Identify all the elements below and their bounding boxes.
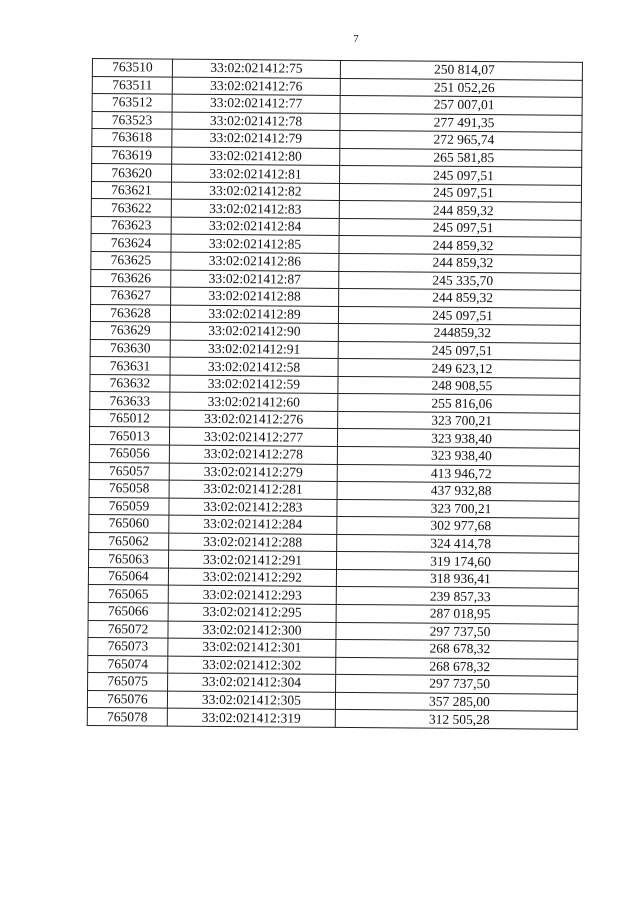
record-number-cell: 763512 — [92, 94, 172, 112]
record-number-cell: 765078 — [87, 708, 167, 726]
record-number-cell: 765076 — [87, 690, 167, 708]
cadastral-number-cell: 33:02:021412:82 — [171, 182, 339, 201]
cadastral-number-cell: 33:02:021412:84 — [171, 217, 339, 236]
record-number-cell: 763628 — [90, 304, 170, 322]
value-cell: 245 335,70 — [339, 271, 581, 290]
cadastral-number-cell: 33:02:021412:292 — [168, 568, 336, 587]
cadastral-number-cell: 33:02:021412:58 — [170, 357, 338, 376]
value-cell: 244 859,32 — [339, 253, 581, 272]
record-number-cell: 763633 — [90, 392, 170, 410]
value-cell: 255 816,06 — [338, 394, 580, 413]
record-number-cell: 763626 — [91, 269, 171, 287]
record-number-cell: 763619 — [92, 146, 172, 164]
value-cell: 437 932,88 — [337, 482, 579, 501]
cadastral-number-cell: 33:02:021412:288 — [169, 533, 337, 552]
record-number-cell: 763523 — [92, 111, 172, 129]
cadastral-number-cell: 33:02:021412:86 — [171, 252, 339, 271]
record-number-cell: 765063 — [88, 550, 168, 568]
table-container — [87, 58, 582, 730]
cadastral-number-cell: 33:02:021412:79 — [172, 129, 340, 148]
value-cell: 287 018,95 — [336, 604, 578, 623]
value-cell: 323 938,40 — [337, 429, 579, 448]
record-number-cell: 765073 — [88, 638, 168, 656]
cadastral-number-cell: 33:02:021412:81 — [172, 164, 340, 183]
record-number-cell: 763621 — [91, 181, 171, 199]
record-number-cell: 763618 — [92, 129, 172, 147]
record-number-cell: 763625 — [91, 252, 171, 270]
table-body — [87, 59, 582, 730]
value-cell: 244 859,32 — [339, 201, 581, 220]
cadastral-number-cell: 33:02:021412:277 — [169, 428, 337, 447]
cadastral-number-cell: 33:02:021412:305 — [167, 691, 335, 710]
value-cell: 257 007,01 — [340, 96, 582, 115]
value-cell: 323 700,21 — [337, 499, 579, 518]
cadastral-number-cell: 33:02:021412:281 — [169, 480, 337, 499]
record-number-cell: 763631 — [90, 357, 170, 375]
record-number-cell: 765066 — [88, 602, 168, 620]
cadastral-number-cell: 33:02:021412:291 — [168, 550, 336, 569]
cadastral-number-cell: 33:02:021412:75 — [172, 59, 340, 78]
value-cell: 312 505,28 — [335, 710, 577, 729]
value-cell: 323 700,21 — [338, 411, 580, 430]
value-cell: 319 174,60 — [336, 552, 578, 571]
cadastral-number-cell: 33:02:021412:304 — [168, 673, 336, 692]
value-cell: 245 097,51 — [338, 341, 580, 360]
record-number-cell: 763622 — [91, 199, 171, 217]
value-cell: 357 285,00 — [335, 692, 577, 711]
cadastral-number-cell: 33:02:021412:60 — [170, 393, 338, 412]
cadastral-number-cell: 33:02:021412:293 — [168, 586, 336, 605]
value-cell: 324 414,78 — [337, 534, 579, 553]
cadastral-number-cell: 33:02:021412:279 — [169, 463, 337, 482]
page-number: 7 — [353, 33, 359, 45]
record-number-cell: 765057 — [89, 462, 169, 480]
cadastral-number-cell: 33:02:021412:91 — [170, 340, 338, 359]
cadastral-number-cell: 33:02:021412:88 — [171, 287, 339, 306]
value-cell: 244 859,32 — [339, 289, 581, 308]
cadastral-number-cell: 33:02:021412:283 — [169, 498, 337, 517]
cadastral-number-cell: 33:02:021412:90 — [170, 322, 338, 341]
cadastral-number-cell: 33:02:021412:85 — [171, 235, 339, 254]
record-number-cell: 763620 — [92, 164, 172, 182]
record-number-cell: 763511 — [92, 76, 172, 94]
value-cell: 265 581,85 — [340, 148, 582, 167]
cadastral-number-cell: 33:02:021412:278 — [169, 445, 337, 464]
cadastral-number-cell: 33:02:021412:76 — [172, 77, 340, 96]
cadastral-number-cell: 33:02:021412:295 — [168, 603, 336, 622]
record-number-cell: 765060 — [89, 515, 169, 533]
value-cell: 244 859,32 — [339, 236, 581, 255]
record-number-cell: 765064 — [88, 567, 168, 585]
value-cell: 245 097,51 — [340, 166, 582, 185]
cadastral-value-table — [87, 58, 583, 730]
cadastral-number-cell: 33:02:021412:319 — [167, 708, 335, 727]
record-number-cell: 763630 — [90, 339, 170, 357]
cadastral-number-cell: 33:02:021412:83 — [171, 200, 339, 219]
value-cell: 245 097,51 — [339, 218, 581, 237]
cadastral-number-cell: 33:02:021412:89 — [170, 305, 338, 324]
record-number-cell: 765075 — [88, 673, 168, 691]
value-cell: 249 623,12 — [338, 359, 580, 378]
cadastral-number-cell: 33:02:021412:301 — [168, 638, 336, 657]
value-cell: 248 908,55 — [338, 376, 580, 395]
record-number-cell: 763510 — [92, 59, 172, 77]
record-number-cell: 765056 — [89, 445, 169, 463]
record-number-cell: 763629 — [90, 322, 170, 340]
cadastral-number-cell: 33:02:021412:284 — [169, 515, 337, 534]
value-cell: 250 814,07 — [340, 60, 582, 79]
value-cell: 244859,32 — [338, 324, 580, 343]
value-cell: 245 097,51 — [338, 306, 580, 325]
value-cell: 239 857,33 — [336, 587, 578, 606]
value-cell: 251 052,26 — [340, 78, 582, 97]
record-number-cell: 763624 — [91, 234, 171, 252]
cadastral-number-cell: 33:02:021412:77 — [172, 94, 340, 113]
value-cell: 413 946,72 — [337, 464, 579, 483]
cadastral-number-cell: 33:02:021412:87 — [171, 270, 339, 289]
value-cell: 268 678,32 — [336, 657, 578, 676]
value-cell: 297 737,50 — [336, 622, 578, 641]
record-number-cell: 763632 — [90, 374, 170, 392]
cadastral-number-cell: 33:02:021412:302 — [168, 656, 336, 675]
record-number-cell: 765013 — [89, 427, 169, 445]
value-cell: 297 737,50 — [336, 675, 578, 694]
value-cell: 277 491,35 — [340, 113, 582, 132]
record-number-cell: 765059 — [89, 497, 169, 515]
cadastral-number-cell: 33:02:021412:80 — [172, 147, 340, 166]
value-cell: 272 965,74 — [340, 131, 582, 150]
value-cell: 268 678,32 — [336, 639, 578, 658]
record-number-cell: 763627 — [91, 287, 171, 305]
value-cell: 302 977,68 — [337, 517, 579, 536]
record-number-cell: 765065 — [88, 585, 168, 603]
value-cell: 323 938,40 — [337, 446, 579, 465]
record-number-cell: 765074 — [88, 655, 168, 673]
value-cell: 318 936,41 — [336, 569, 578, 588]
cadastral-number-cell: 33:02:021412:300 — [168, 621, 336, 640]
record-number-cell: 765062 — [89, 532, 169, 550]
value-cell: 245 097,51 — [339, 183, 581, 202]
record-number-cell: 765012 — [90, 409, 170, 427]
table-row — [87, 708, 577, 729]
cadastral-number-cell: 33:02:021412:59 — [170, 375, 338, 394]
record-number-cell: 763623 — [91, 216, 171, 234]
cadastral-number-cell: 33:02:021412:78 — [172, 112, 340, 131]
record-number-cell: 765072 — [88, 620, 168, 638]
record-number-cell: 765058 — [89, 480, 169, 498]
cadastral-number-cell: 33:02:021412:276 — [170, 410, 338, 429]
